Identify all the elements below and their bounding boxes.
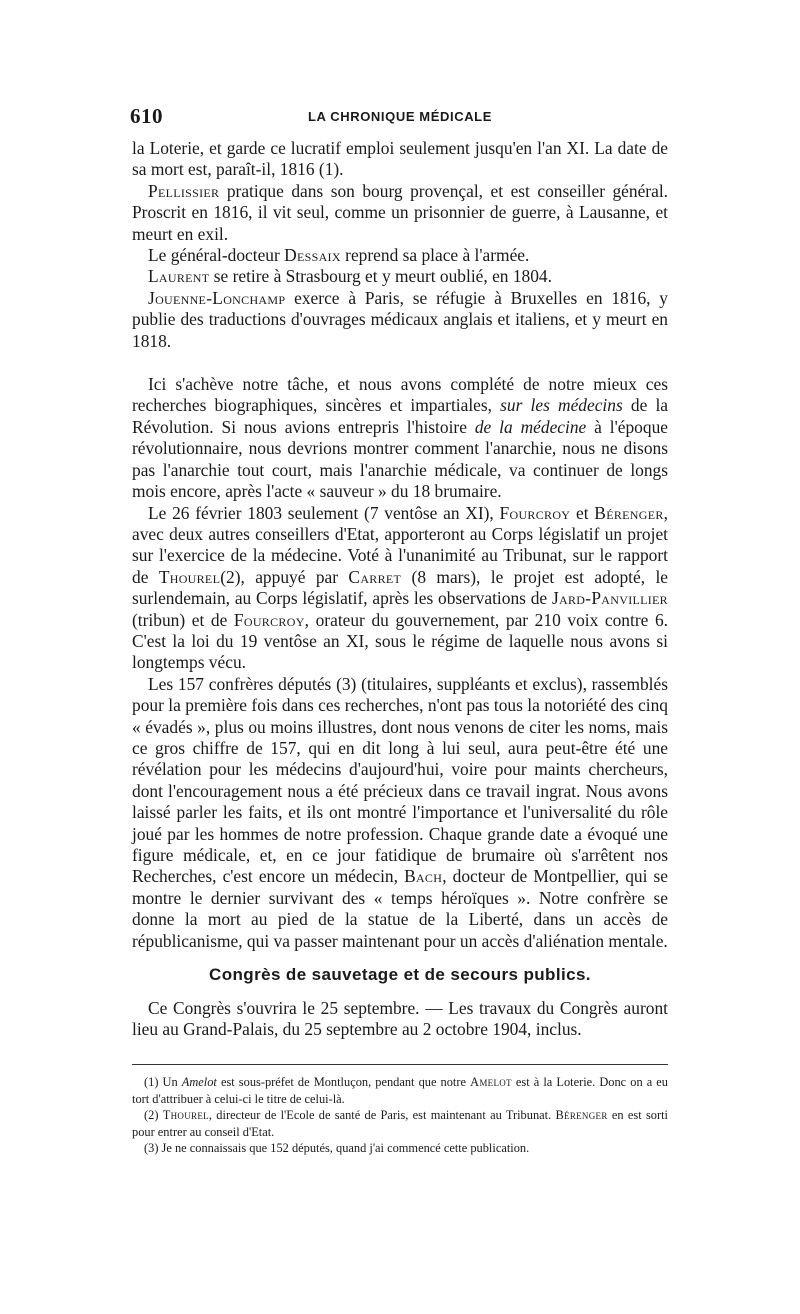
person-name: Pellissier — [148, 180, 220, 201]
text-run: (1) Un — [144, 1075, 182, 1089]
text-run: Les 157 confrères députés (3) (titulaires, suppléants et exclus), rassemblés pour la première fois dans ces recherches, n'ont pas tous la notoriété des cinq « évadés », plus ou moins illustres, dont nous venons de citer les noms, mais ce gros chiffre de 157, qui en dit long à lui seul, aura peut-être été une révélation pour les médecins d'aujourd'hui, voire pour maints chercheurs, dont l'encouragement nous a été précieux dans ce travail ingrat. Nous avons laissé parler les faits, et ils ont montré l'importance et l'universalité du rôle joué par les hommes de notre profession. Chaque grande date a évoqué une figure médicale, et, en ce jour fatidique de brumaire où s'arrêtent nos Recherches, c'est encore un médecin, — [132, 673, 668, 887]
paragraph — [132, 674, 668, 952]
text-run: , avec deux autres conseillers d'Etat, apporteront au Corps législatif un projet sur l'exercice de la médecine. Voté à l'unanimité au Tribunat, sur le rapport de — [132, 502, 668, 587]
person-name: Jouenne-Lonchamp — [148, 287, 286, 308]
text-run: à l'époque révolutionnaire, nous devrions montrer comment l'anarchie, nous ne disons pas l'anarchie tout court, mais l'anarchie médicale, va continuer de longs mois encore, après l'acte « sauveur » du 18 brumaire. — [132, 416, 668, 502]
person-name: Carret — [348, 566, 402, 587]
italic-run: Amelot — [181, 1075, 217, 1089]
text-run: reprend sa place à l'armée. — [340, 245, 530, 266]
person-name: Amelot — [470, 1075, 512, 1089]
section-text — [132, 998, 668, 1041]
person-name: Thourel — [158, 566, 221, 587]
text-run: Le général-docteur — [148, 245, 285, 266]
footnote-rule — [132, 1064, 668, 1065]
text-run: , orateur du gouvernement, par 210 voix contre 6. C'est la loi du 19 ventôse an XI, sous le régime de laquelle nous avons si longtemps vécu. — [132, 609, 668, 673]
paragraph — [132, 374, 668, 502]
footnote-1 — [132, 1074, 668, 1107]
person-name: Fourcroy — [233, 609, 305, 630]
paragraph: Ce Congrès s'ouvrira le 25 septembre. — Les travaux du Congrès auront lieu au Grand-Palais, du 25 septembre au 2 octobre 1904, inclus. — [132, 998, 668, 1040]
footnotes — [132, 1074, 668, 1157]
person-name: Thourel — [162, 1108, 209, 1123]
paragraph — [132, 266, 668, 287]
text-run: la Loterie, et garde ce lucratif emploi seulement jusqu'en l'an XI. La date de sa mort est, paraît-il, 1816 (1). — [132, 138, 668, 180]
person-name: Bérenger — [594, 502, 664, 523]
text-run: de la Révolution. Si nous avions entrepris l'histoire — [132, 395, 668, 437]
text-run: exerce à Paris, se réfugie à Bruxelles en 1816, y publie des traductions d'ouvrages médicaux anglais et italiens, et y meurt en 1818. — [132, 287, 668, 351]
text-run: est à la Loterie. Donc on a eu tort d'attribuer à celui-ci le titre de celui-là. — [132, 1075, 668, 1106]
main-text — [132, 138, 668, 952]
person-name: Fourcroy — [499, 502, 571, 523]
page-number: 610 — [130, 104, 163, 128]
text-run: (3) Je ne connaissais que 152 députés, quand j'ai commencé cette publication. — [144, 1141, 530, 1156]
text-run: Le 26 février 1803 seulement (7 ventôse an XI), — [148, 502, 500, 523]
text-run: , directeur de l'Ecole de santé de Paris, est maintenant au Tribunat. — [208, 1108, 556, 1123]
paragraph — [132, 245, 668, 266]
text-run: et — [570, 502, 595, 523]
person-name: Laurent — [148, 266, 210, 287]
footnote-3 — [132, 1140, 668, 1157]
person-name: Dessaix — [284, 245, 341, 266]
text-run: (8 mars), le projet est adopté, le surlendemain, au Corps législatif, après les observations de — [132, 566, 668, 609]
italic-run: sur les médecins — [500, 395, 623, 416]
paragraph — [132, 503, 668, 674]
text-run: se retire à Strasbourg et y meurt oublié, en 1804. — [209, 266, 552, 287]
paragraph-gap — [132, 352, 668, 374]
section-title: Congrès de sauvetage et de secours publics. — [209, 965, 591, 984]
italic-run: de la médecine — [474, 416, 587, 437]
paragraph — [132, 288, 668, 352]
text-run: en est sorti pour entrer au conseil d'Etat. — [132, 1108, 669, 1139]
text-run: (2), appuyé par — [220, 566, 349, 587]
text-run: pratique dans son bourg provençal, et est conseiller général. Proscrit en 1816, il vit seul, comme un prisonnier de guerre, à Lausanne, et meurt en exil. — [132, 180, 668, 244]
person-name: Bach — [404, 866, 443, 887]
paragraph — [132, 138, 668, 181]
text-run: Ici s'achève notre tâche, et nous avons complété de notre mieux ces recherches biographiques, sincères et impartiales, — [132, 374, 668, 416]
text-run: (2) — [144, 1108, 163, 1123]
footnote-2 — [132, 1107, 668, 1140]
person-name: Jard-Panvillier — [551, 588, 668, 609]
paragraph — [132, 181, 668, 245]
text-run: (tribun) et de — [132, 609, 234, 630]
running-head: LA CHRONIQUE MÉDICALE — [307, 109, 492, 124]
text-run: , docteur de Montpellier, qui se montre le dernier survivant des « temps héroïques ». Notre confrère se donne la mort au pied de la statue de la Liberté, dans un accès de républicanisme, qui va passer maintenant pour un accès d'aliénation mentale. — [132, 866, 668, 951]
person-name: Bérenger — [555, 1108, 608, 1123]
page-header — [130, 104, 670, 132]
text-run: est sous-préfet de Montluçon, pendant que notre — [216, 1075, 471, 1089]
